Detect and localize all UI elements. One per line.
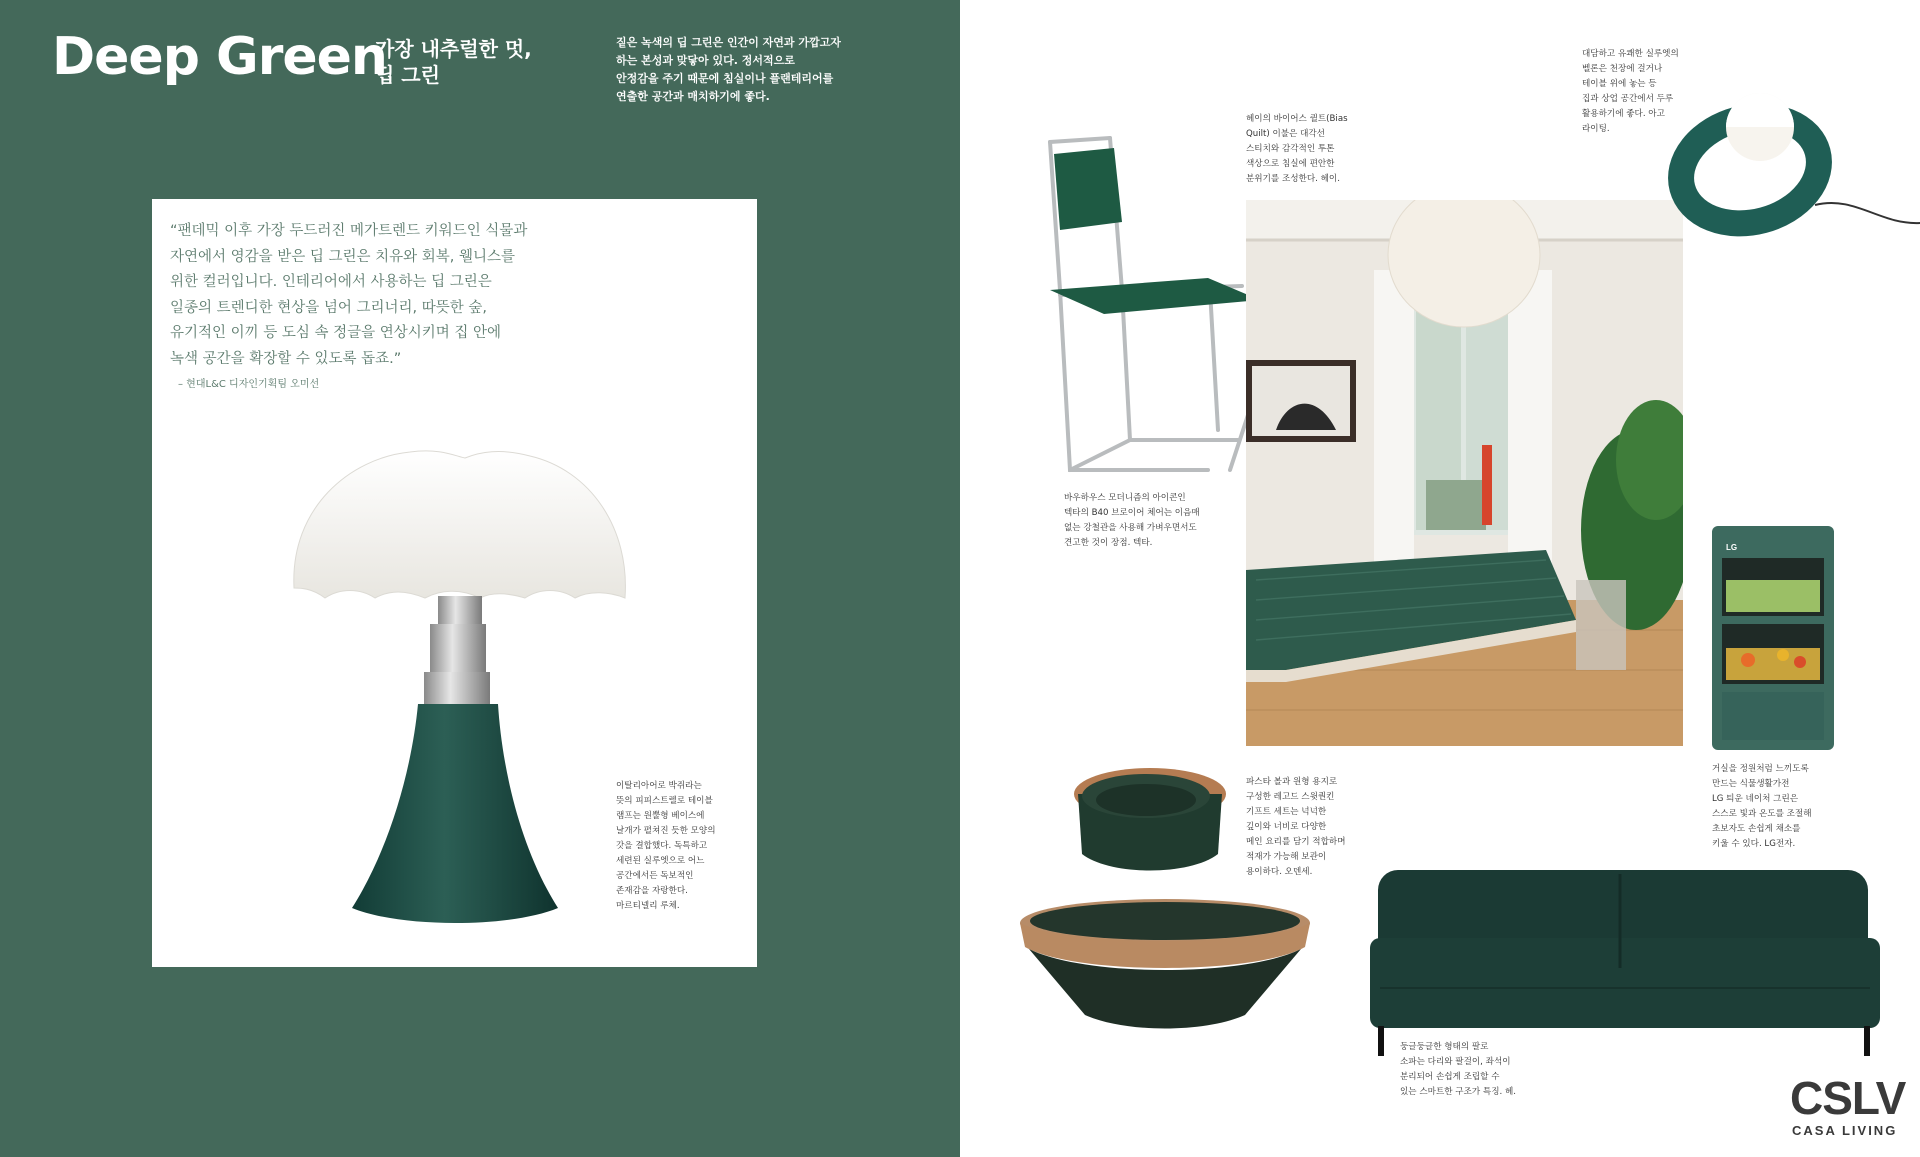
lamp-image <box>290 448 630 928</box>
planter-image <box>1708 520 1838 750</box>
page-title: Deep Green <box>52 27 387 87</box>
chair-image <box>1030 130 1280 480</box>
bowl-image <box>1015 895 1315 1035</box>
bedroom-image <box>1246 200 1683 746</box>
quilt-caption: 헤이의 바이어스 퀼트(Bias Quilt) 이불은 대각선 스티치와 감각적인 투톤 색상으로 침실에 편안한 분위기를 조성한다. 헤이. <box>1246 114 1348 184</box>
planter-caption: 거실을 정원처럼 느끼도록 만드는 식물생활가전 LG 틔운 네이처 그린은 스스로 빛과 온도를 조절해 초보자도 손쉽게 채소를 키울 수 있다. LG전자. <box>1712 764 1812 849</box>
sofa-image <box>1370 868 1880 1058</box>
bowl-caption: 파스타 볼과 원형 용지로 구성한 레고드 스윗퀀킨 기프트 세트는 넉넉한 깊이와 너비로 다양한 메인 요리를 담기 적합하며 적재가 가능해 보관이 용이하다. 오덴세. <box>1246 777 1346 877</box>
logo-sub: CASA LIVING <box>1792 1123 1898 1138</box>
chair-caption: 바우하우스 모더니즘의 아이콘인 텍타의 B40 브로이어 체어는 이음매 없는 강철관을 사용해 가벼우면서도 견고한 것이 장점. 텍타. <box>1064 493 1200 548</box>
intro-text: 짙은 녹색의 딥 그린은 인간이 자연과 가깝고자 하는 본성과 맞닿아 있다. 정서적으로 안정감을 주기 때문에 침실이나 플랜테리어를 연출한 공간과 매치하기에 좋다. <box>616 36 841 103</box>
ring-lamp-caption: 대담하고 유쾌한 실루엣의 벨론은 천장에 걸거나 테이블 위에 놓는 등 집과 상업 공간에서 두루 활용하기에 좋다. 아고 라이팅. <box>1582 49 1679 134</box>
lamp-caption: 이탈리아어로 박쥐라는 뜻의 피피스트렐로 테이블 램프는 원뿔형 베이스에 날개가 펼쳐진 듯한 모양의 갓을 결합했다. 독특하고 세련된 실루엣으로 어느 공간에서든 독보적인 존재감을 자랑한다. 마르티넬리 루체. <box>616 781 716 911</box>
quote-source: – 현대L&C 디자인기획팀 오미선 <box>178 379 320 390</box>
bowl-small-image <box>1070 762 1230 882</box>
quote-text: “팬데믹 이후 가장 두드러진 메가트렌드 키워드인 식물과 자연에서 영감을 받은 딥 그린은 치유와 회복, 웰니스를 위한 컬러입니다. 인테리어에서 사용하는 딥 그린은 일종의 트렌디한 현상을 넘어 그리너리, 따뜻한 숲, 유기적인 이끼 등 도심 속 정글을 연상시키며 집 안에 녹색 공간을 확장할 수 있도록 돕죠.” <box>170 223 528 367</box>
page-subtitle: 가장 내추럴한 멋, 딥 그린 <box>375 37 532 87</box>
logo-main: CSLV <box>1790 1072 1906 1124</box>
ring-lamp-image <box>1665 85 1920 245</box>
planter-brand: LG <box>1726 543 1738 552</box>
sofa-caption: 둥글둥글한 형태의 팔로 소파는 다리와 팔걸이, 좌석이 분리되어 손쉽게 조립할 수 있는 스마트한 구조가 특징. 헤. <box>1400 1042 1517 1097</box>
brand-logo <box>1790 1072 1906 1145</box>
